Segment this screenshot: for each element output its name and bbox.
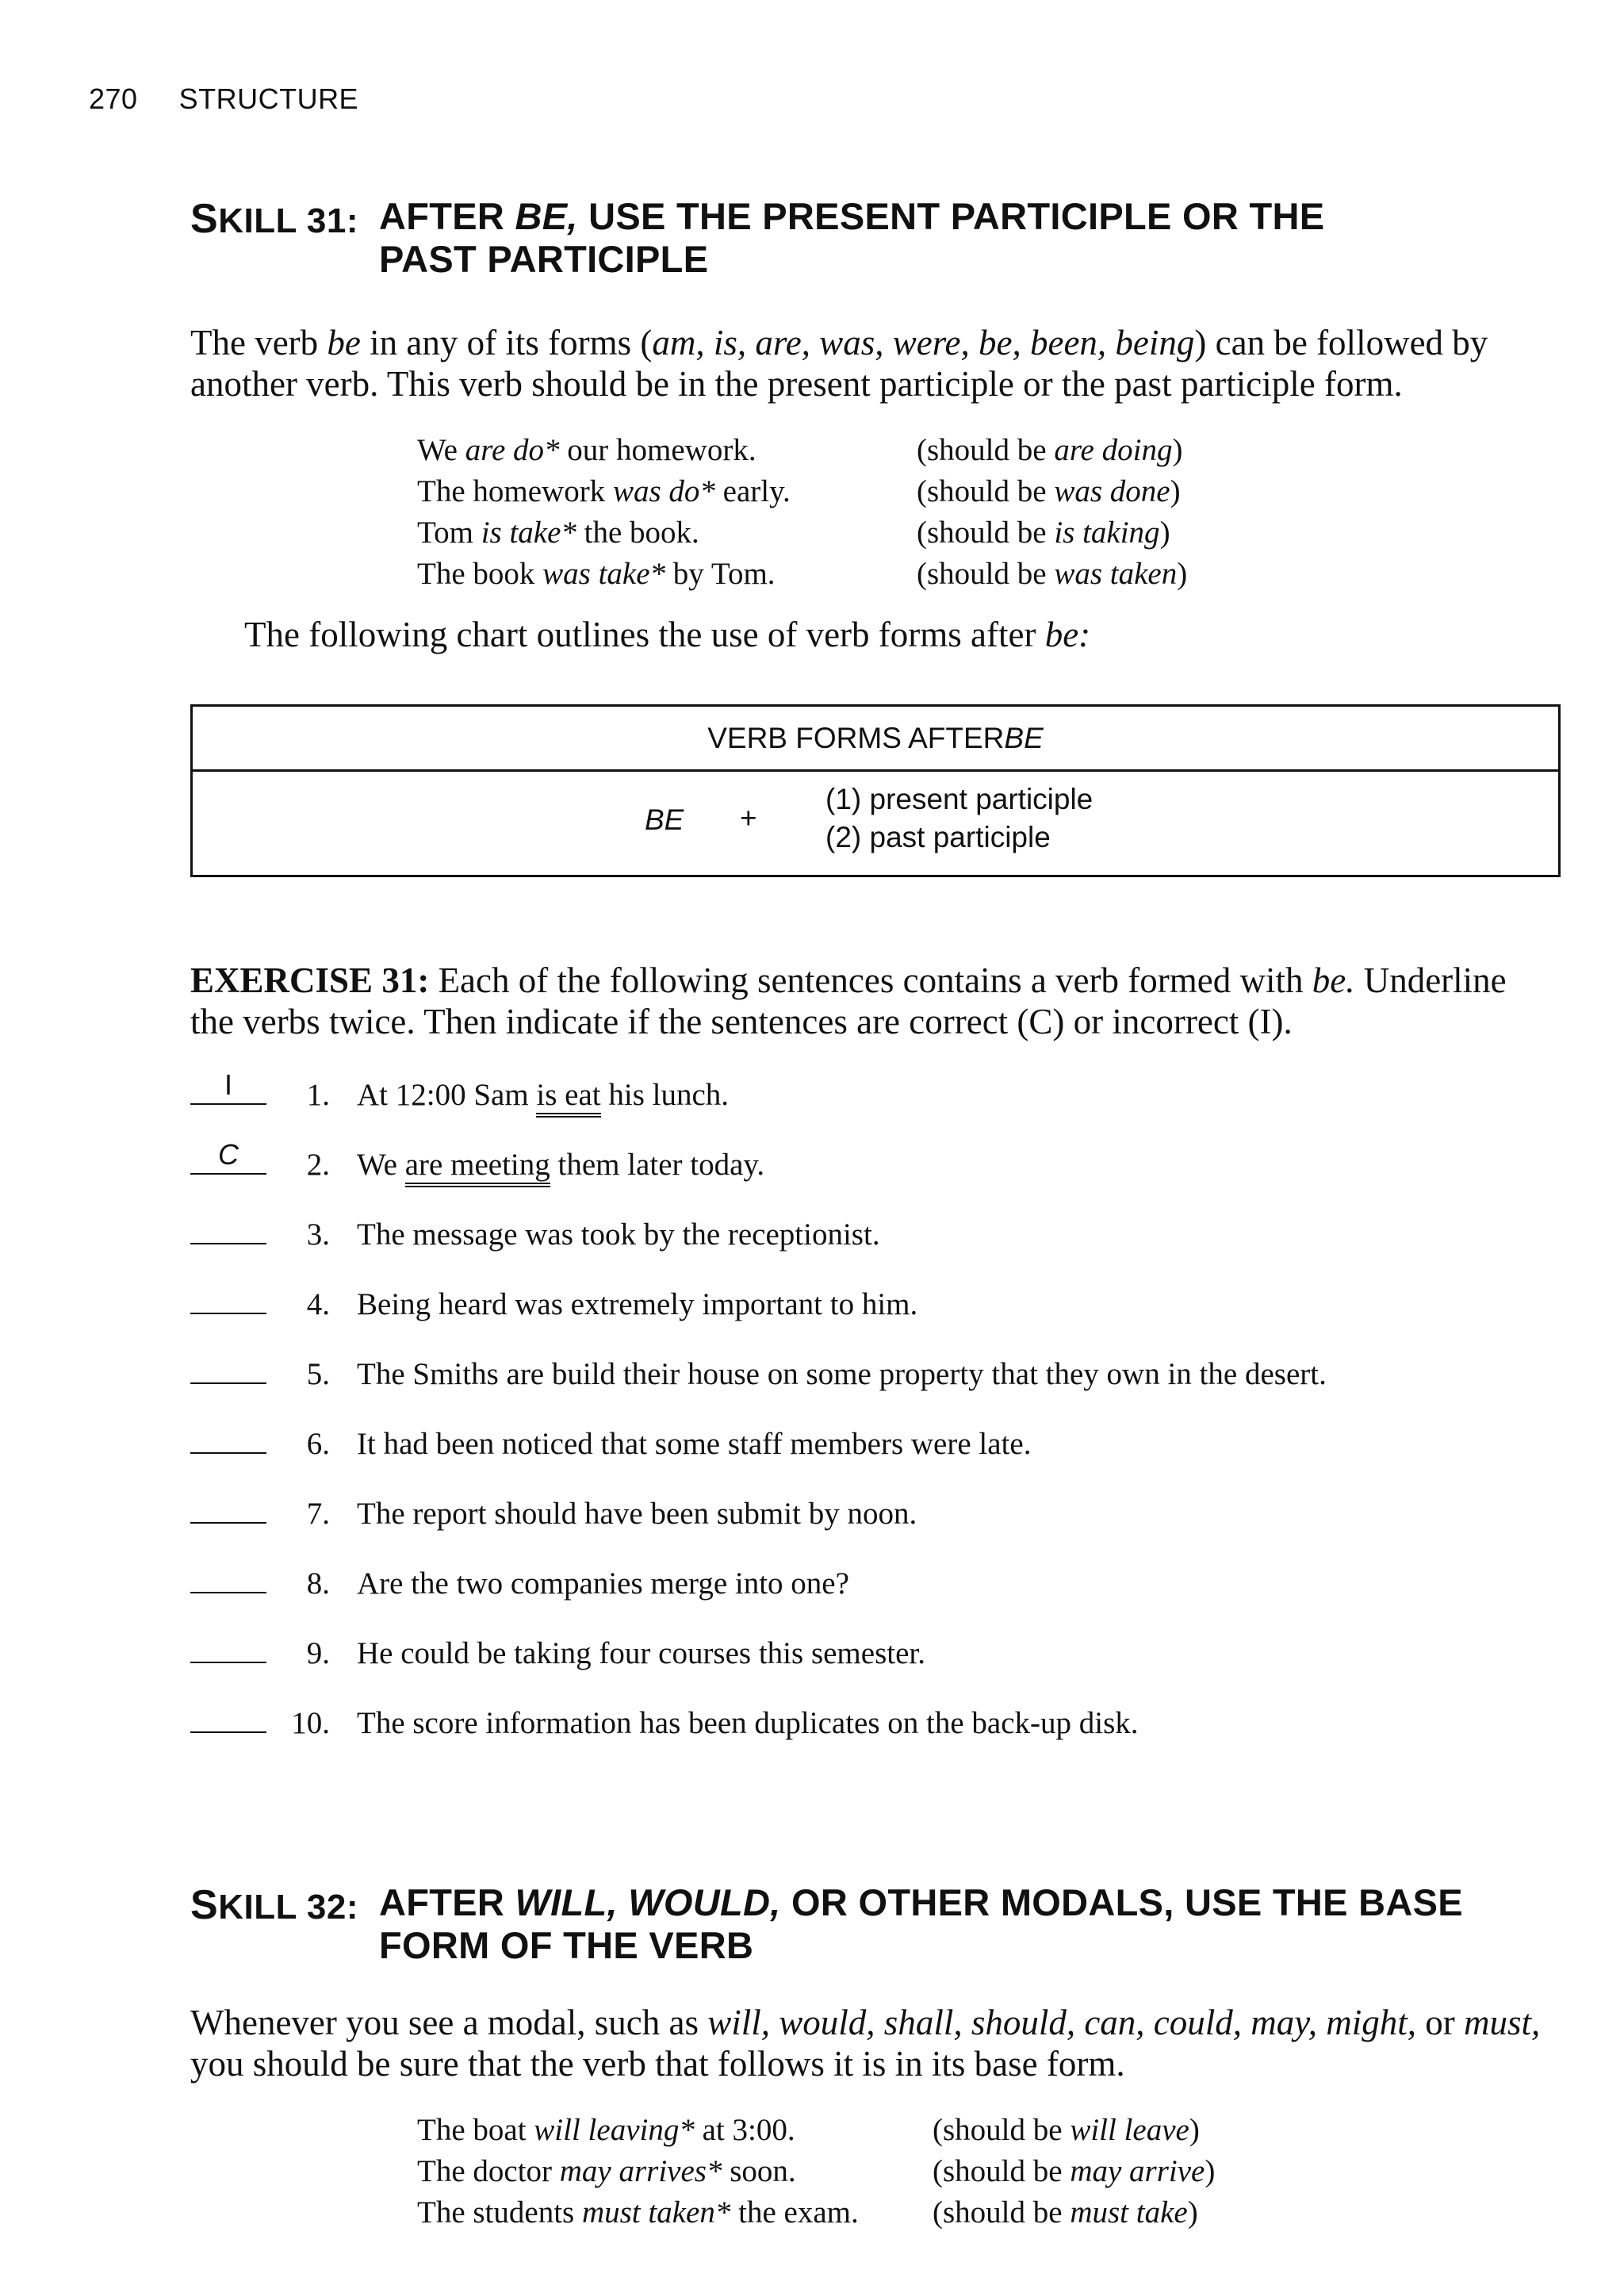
skill-32-examples — [417, 2110, 1215, 2233]
exercise-item: 8. Are the two companies merge into one? — [190, 1566, 1327, 1604]
example-row: The homework was do* early. (should be was done) — [417, 474, 1181, 508]
example-row: We are do* our homework. (should be are doing) — [417, 433, 1183, 467]
chart-title: VERB FORMS AFTER BE — [193, 707, 1558, 772]
answer-blank[interactable] — [190, 1452, 266, 1454]
exercise-item: 10. The score information has been duplicates on the back-up disk. — [190, 1705, 1327, 1743]
example-row: The doctor may arrives* soon. (should be may arrive) — [417, 2154, 1216, 2188]
exercise-31-list — [190, 1068, 1327, 1743]
example-row: Tom is take* the book. (should be is taking) — [417, 516, 1170, 550]
chart-be: BE — [645, 803, 684, 836]
exercise-item: C 2. We are meeting them later today. — [190, 1147, 1327, 1185]
exercise-item: 9. He could be taking four courses this semester. — [190, 1635, 1327, 1674]
exercise-31-label: EXERCISE 31: — [190, 960, 430, 1000]
exercise-item: 3. The message was took by the receptionist. — [190, 1217, 1327, 1255]
skill-31-intro-line1: The verb be in any of its forms (am, is, are, was, were, be, been, being) can be followed by — [190, 323, 1488, 362]
chart-body — [193, 772, 1558, 875]
chart-intro: The following chart outlines the use of verb forms after be: — [244, 615, 1091, 654]
answer-blank[interactable] — [190, 1731, 266, 1733]
running-header — [89, 82, 358, 116]
answer-blank[interactable]: C — [190, 1173, 266, 1175]
chart-option-1: (1) present participle — [825, 783, 1094, 815]
double-underline: is eat — [536, 1078, 600, 1118]
skill-31-intro-line2: another verb. This verb should be in the present participle or the past participle form. — [190, 364, 1403, 404]
example-row: The book was take* by Tom. (should be was taken) — [417, 557, 1188, 591]
exercise-item: 5. The Smiths are build their house on some property that they own in the desert. — [190, 1356, 1327, 1394]
exercise-item: I 1. At 12:00 Sam is eat his lunch. — [190, 1077, 1327, 1115]
answer-blank[interactable]: I — [190, 1103, 266, 1105]
double-underline: are meeting — [405, 1148, 550, 1187]
skill-31-label: SKILL 31: — [190, 196, 358, 242]
page-number: 270 — [89, 82, 138, 115]
example-row: The students must taken* the exam. (should be must take) — [417, 2195, 1198, 2230]
answer-blank[interactable] — [190, 1522, 266, 1524]
exercise-31-instructions — [190, 960, 1562, 1042]
exercise-31-instructions-line2: the verbs twice. Then indicate if the sentences are correct (C) or incorrect (I). — [190, 1002, 1293, 1041]
chart-option-2: (2) past participle — [825, 821, 1051, 853]
skill-31-title-line1: AFTER BE, USE THE PRESENT PARTICIPLE OR THE — [379, 195, 1325, 237]
answer-blank[interactable] — [190, 1592, 266, 1593]
answer-blank[interactable] — [190, 1313, 266, 1314]
section-name: STRUCTURE — [178, 82, 359, 115]
skill-32-title — [379, 1881, 1463, 1967]
answer-blank[interactable] — [190, 1243, 266, 1244]
skill-32-intro — [190, 2002, 1562, 2084]
skill-32-intro-line1: Whenever you see a modal, such as will, would, shall, should, can, could, may, might, or must, — [190, 2003, 1541, 2042]
exercise-item: 4. Being heard was extremely important to him. — [190, 1286, 1327, 1325]
skill-31-title-line2: PAST PARTICIPLE — [379, 238, 709, 280]
skill-31-intro — [190, 322, 1562, 405]
exercise-item: 6. It had been noticed that some staff members were late. — [190, 1426, 1327, 1464]
chart-plus: + — [740, 802, 757, 834]
skill-31-title — [379, 195, 1324, 281]
verb-forms-chart — [190, 704, 1561, 877]
example-row: The boat will leaving* at 3:00. (should be will leave) — [417, 2113, 1200, 2147]
skill-32-title-line1: AFTER WILL, WOULD, OR OTHER MODALS, USE THE BASE — [379, 1881, 1463, 1923]
skill-32-label: SKILL 32: — [190, 1882, 358, 1928]
skill-31-examples — [417, 430, 1187, 595]
answer-blank[interactable] — [190, 1382, 266, 1384]
answer-blank[interactable] — [190, 1662, 266, 1663]
skill-32-intro-line2: you should be sure that the verb that follows it is in its base form. — [190, 2044, 1125, 2084]
skill-32-title-line2: FORM OF THE VERB — [379, 1924, 754, 1966]
exercise-item: 7. The report should have been submit by noon. — [190, 1496, 1327, 1534]
exercise-31-instructions-line1: EXERCISE 31: Each of the following sentences contains a verb formed with be. Underline — [190, 960, 1507, 1000]
